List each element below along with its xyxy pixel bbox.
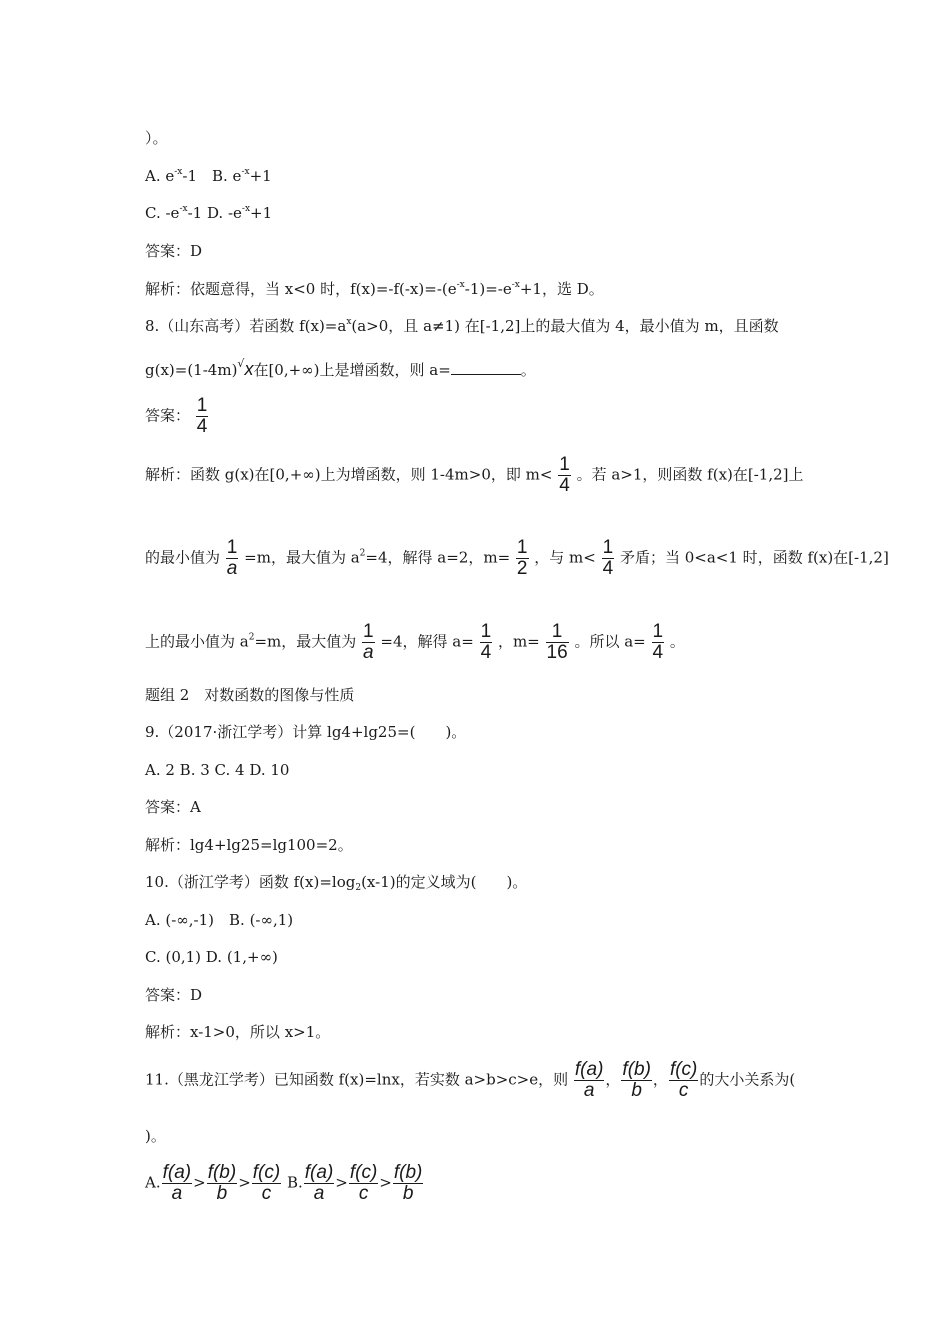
solution-8-line2: 的最小值为 $\frac{1}{a}$ =m，最大值为 $a^2=4$，解得 a=2，m= $\frac{1}{2}$ ，与 m< $\frac{1}{4}$ 矛盾；当 0<a<1 时，函数 f(x)在[-1,2] (145, 537, 889, 579)
question-11-options: A. $\frac{f(a)}{a}$ > $\frac{f(b)}{b}$ > $\frac{f(c)}{c}$ B. $\frac{f(a)}{a}$ > $\frac{f(c)}{c}$ > $\frac{f(b)}{b}$ (145, 1162, 423, 1204)
question-9: 9.（2017·浙江学考）计算 lg4+lg25=( )。 (145, 723, 467, 741)
question-10-options-cd: C. (0,1) D. (1,+∞) (145, 948, 278, 966)
solution-8-line1: 解析：函数 g(x)在[0,+∞)上为增函数，则 1-4m>0，即 m< $\frac{1}{4}$ 。若 a>1，则函数 f(x)在[-1,2]上 (145, 454, 804, 496)
solution-10: 解析：x-1>0，所以 x>1。 (145, 1023, 331, 1041)
fraction: $\frac{f(b)}{b}$ (622, 1059, 651, 1101)
fraction: $\frac{f(b)}{b}$ (207, 1162, 237, 1204)
options-cd: C. $-e^{-x}-1$ D. $-e^{-x}+1$ (145, 204, 273, 222)
radical-icon: √ (237, 357, 245, 370)
question-8-line1: 8.（山东高考）若函数 $f(x)=a^x(a>0$，且 a≠1) 在[-1,2]上的最大值为 4，最小值为 m，且函数 (145, 317, 779, 335)
fraction: $\frac{f(a)}{a}$ (574, 1059, 604, 1101)
fraction: $\frac{f(b)}{b}$ (393, 1162, 423, 1204)
fraction: $\frac{1}{4}$ (559, 454, 570, 496)
fraction: $\frac{1}{4}$ (652, 621, 664, 663)
answer: 答案：D (145, 242, 203, 260)
solution: 解析：依题意得，当 x<0 时，$f(x)=-f(-x)=-(e^{-x}-1)=-e^{-x}+1$，选 D。 (145, 280, 604, 298)
answer-10: 答案：D (145, 986, 203, 1004)
fraction: $\frac{1}{4}$ (196, 395, 208, 437)
question-11: 11.（黑龙江学考）已知函数 f(x)=lnx，若实数 a>b>c>e，则 $\frac{f(a)}{a}$ ， $\frac{f(b)}{b}$ ， $\frac{f(c)}{c}$ 的大小关系为( (145, 1059, 796, 1101)
fraction: $\frac{f(c)}{c}$ (252, 1162, 281, 1204)
section-heading: 题组 2 对数函数的图像与性质 (145, 686, 355, 704)
fraction: $\frac{1}{4}$ (480, 621, 492, 663)
question-10: 10.（浙江学考）函数 $f(x)=\log_2(x-1)$的定义域为( )。 (145, 873, 528, 893)
question-11-end: )。 (145, 1127, 166, 1145)
fraction: $\frac{f(a)}{a}$ (162, 1162, 192, 1204)
answer-9: 答案：A (145, 798, 201, 816)
answer-blank (451, 361, 521, 375)
fraction: $\frac{1}{4}$ (602, 537, 614, 579)
options-ab: A. $e^{-x}-1$ B. $e^{-x}+1$ (145, 167, 272, 185)
question-10-options-ab: A. (-∞,-1) B. (-∞,1) (145, 911, 294, 929)
fraction: $\frac{f(c)}{c}$ (349, 1162, 378, 1204)
solution-8-line3: 上的最小值为 $a^2=m$，最大值为 $\frac{1}{a}$ =4，解得 a= $\frac{1}{4}$ ，m= $\frac{1}{16}$ 。所以 a= $\frac{1}{4}$ 。 (145, 621, 685, 663)
solution-9: 解析：lg4+lg25=lg100=2。 (145, 836, 353, 854)
fraction: $\frac{1}{a}$ (226, 537, 238, 579)
text-line: ）。 (145, 129, 168, 147)
fraction: $\frac{f(c)}{c}$ (669, 1059, 698, 1101)
fraction: $\frac{f(a)}{a}$ (304, 1162, 334, 1204)
question-9-options: A. 2 B. 3 C. 4 D. 10 (145, 761, 290, 779)
answer-8: 答案： $\frac{1}{4}$ (145, 395, 208, 437)
fraction: $\frac{1}{a}$ (363, 621, 374, 663)
fraction: $\frac{1}{2}$ (516, 537, 528, 579)
question-8-line2: g(x)=(1-4m)√x在[0,+∞)上是增函数，则 a= 。 (145, 357, 536, 379)
fraction: $\frac{1}{16}$ (546, 621, 568, 663)
